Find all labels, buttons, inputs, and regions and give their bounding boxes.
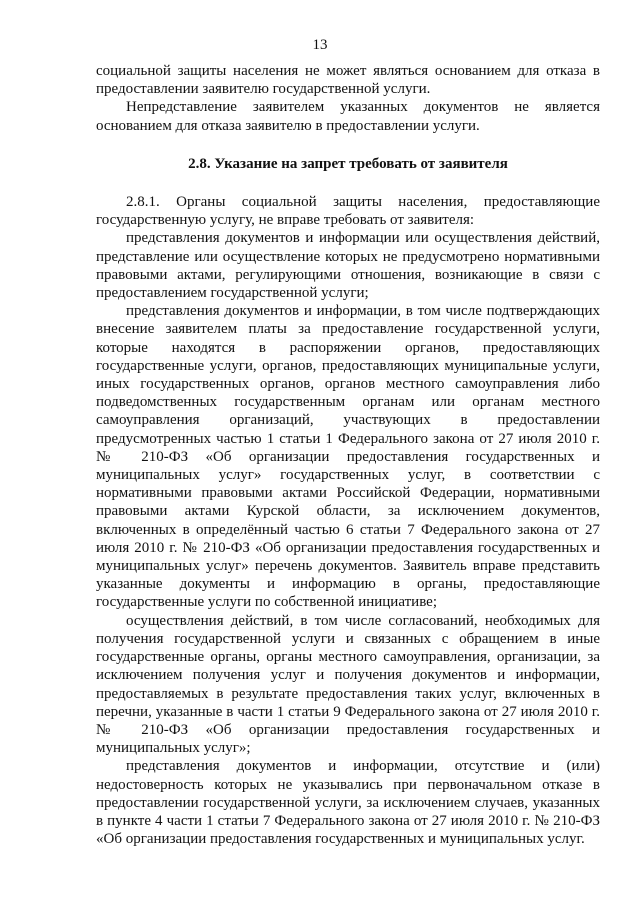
paragraph-documents-information: представления документов и информации, в том числе подтверждающих внесение заявителем платы за предоставление государственной услуги, которые находятся в распоряжении органов, предоставляющих государственные услуги, органов, предоставляющих муниципальные услуги, иных государственных органов, органов местного самоуправления либо подведомственных государственным органам или органам местного самоуправления организаций, участвующих в предоставлении предусмотренных частью 1 статьи 1 Федерального закона от 27 июля 2010 г. № 210-ФЗ «Об организации предоставления государственных и муниципальных услуг» государственных услуг, в соответствии с нормативными правовыми актами Российской Федерации, нормативными правовыми актами Курской области, за исключением документов, включенных в определённый частью 6 статьи 7 Федерального закона от 27 июля 2010 г. № 210-ФЗ «Об организации предоставления государственных и муниципальных услуг» перечень документов. Заявитель вправе представить указанные документы и информацию в органы, предоставляющие государственные услуги по собственной инициативе; [96, 303, 600, 611]
paragraph-documents-actions: представления документов и информации или осуществления действий, представление или осуществление которых не предусмотрено нормативными правовыми актами, регулирующими отношения, возникающие в связи с предоставлением государственной услуги; [96, 230, 600, 302]
paragraph-actions-approvals: осуществления действий, в том числе согласований, необходимых для получения государственной услуги и связанных с обращением в иные государственные органы, органы местного самоуправления, организации, за исключением получения услуг и получения документов и информации, предоставляемых в результате предоставления таких услуг, включенных в перечни, указанные в части 1 статьи 9 Федерального закона от 27 июля 2010 г. № 210-ФЗ «Об организации предоставления государственных и муниципальных услуг»; [96, 612, 600, 757]
page-content [96, 62, 600, 848]
paragraph-2-8-1: 2.8.1. Органы социальной защиты населения, предоставляющие государственную услугу, не вправе требовать от заявителя: [96, 194, 600, 229]
section-heading: 2.8. Указание на запрет требовать от заявителя [188, 155, 508, 172]
paragraph-refusal-documents: представления документов и информации, отсутствие и (или) недостоверность которых не указывались при первоначальном отказе в предоставлении государственной услуги, за исключением случаев, указанных в пункте 4 части 1 статьи 7 Федерального закона от 27 июля 2010 г. № 210-ФЗ «Об организации предоставления государственных и муниципальных услуг. [96, 758, 600, 848]
intro-paragraph-1: социальной защиты населения не может являться основанием для отказа в предоставлении заявителю государственной услуги. [96, 63, 600, 98]
page-number: 13 [312, 37, 328, 53]
intro-paragraph-2: Непредставление заявителем указанных документов не является основанием для отказа заявителю в предоставлении услуги. [96, 99, 600, 134]
